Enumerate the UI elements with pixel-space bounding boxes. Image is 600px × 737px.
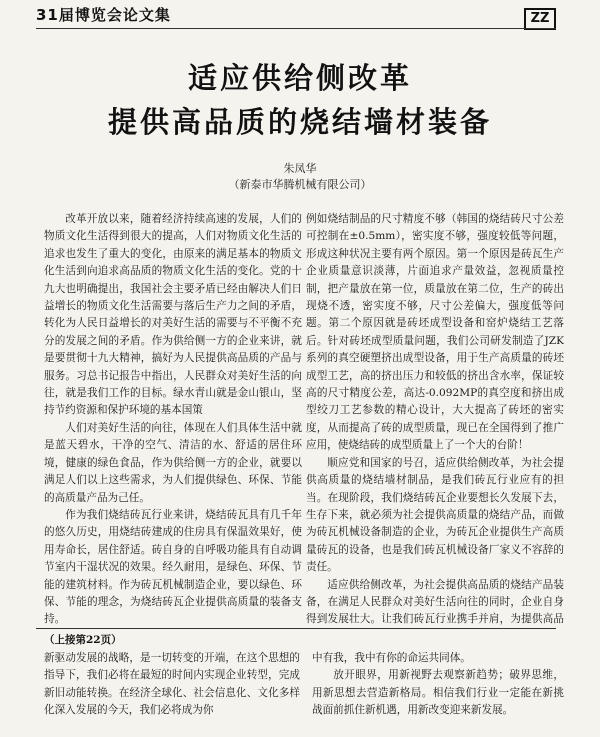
paragraph: 人们对美好生活的向往，体现在人们具体生活中就是蓝天碧水，干净的空气、清洁的水、舒适的居住环境，健康的绿色食品，作为供给侧一方的企业，就要以满足人们以上这些需求，为人们提供绿色、环保、节能的高质量产品为己任。 [44, 421, 302, 504]
paragraph: 适应供给侧改革，为社会提供高品质的烧结产品装备，在满足人民群众对美好生活向往的同时，企业自身得到发展壮大。让我们砖瓦行业携手并肩，为提供高品 [306, 578, 564, 626]
section-divider [36, 628, 556, 629]
journal-logo: ZZ [524, 8, 556, 30]
author-name: 朱凤华 [283, 162, 317, 175]
paragraph: 放开眼界，用新视野去观察新趋势；破界思维，用新思想去营造新格局。相信我们行业一定能在新挑战面前抓住新机遇，用新改变迎来新发展。 [312, 669, 564, 717]
author-affiliation: （新泰市华腾机械有限公司） [228, 178, 372, 191]
article-title-line-1: 适应供给侧改革 [187, 61, 412, 95]
paragraph: 中有我，我中有你的命运共同体。 [312, 652, 471, 664]
continued-from-label: （上接第22页） [44, 634, 122, 646]
body-column-right [306, 211, 564, 629]
header-rule [36, 28, 556, 29]
paragraph: 例如烧结制品的尺寸精度不够（韩国的烧结砖尺寸公差可控制在±0.5mm），密实度不够，强度较低等问题，形成这种状况主要有两个原因。第一个原因是砖瓦生产企业质量意识淡薄，片面追求产量效益，忽视质量控制，把产量放在第一位，质量放在第二位，生产的砖出现烧不透，密实度不够，尺寸公差偏大，强度低等问题。第二个原因就是砖坯成型设备和窑炉烧结工艺落后。针对砖坯成型质量问题，我们公司研发制造了JZK系列的真空硬塑挤出成型设备，用于生产高质量的砖坯成型工艺，高的挤出压力和较低的挤出含水率，保证较高的尺寸精度公差，高达-0.092MP的真空度和挤出成型绞刀工艺参数的精心设计，大大提高了砖坯的密实度，从而提高了砖的成型质量，现已在全国得到了推广应用，使烧结砖的成型质量上了一个大的台阶！ [306, 213, 564, 452]
running-head: 31届博览会论文集 [36, 6, 171, 24]
paragraph: 顺应党和国家的号召，适应供给侧改革，为社会提供高质量的烧结墙材制品，是我们砖瓦行业应有的担当。在现阶段，我们烧结砖瓦企业要想长久发展下去，生存下来，就必须为社会提供高质量的烧结产品，而做为砖瓦机械设备制造的企业，为砖瓦企业提供生产高质量砖瓦的设备，也是我们砖瓦机械设备厂家义不容辞的责任。 [306, 456, 564, 574]
article-title-line-2: 提供高品质的烧结墙材装备 [107, 105, 492, 139]
body-column-left [44, 211, 302, 629]
paragraph: 改革开放以来，随着经济持续高速的发展，人们的物质文化生活得到很大的提高，人们对物质文化生活的追求也发生了重大的变化，由原来的满足基本的物质文化生活到向追求高品质的物质文化生活的变化。党的十九大也明确提出，我国社会主要矛盾已经由解决人们日益增长的物质文化生活需要与落后生产力之间的矛盾，转化为人民日益增长的对美好生活的需要与不平衡不充分的发展之间的矛盾。作为供给侧一方的企业来讲，就是要贯彻十九大精神，搞好为人民提供高品质的产品与服务。习总书记报告中指出，人民群众对美好生活的向往，就是我们工作的目标。绿水青山就是金山银山，坚持节约资源和保护环境的基本国策 [44, 213, 302, 417]
continued-column-left [44, 650, 300, 737]
paragraph: 新驱动发展的战略，是一切转变的开端，在这个思想的指导下，我们必将在最短的时间内实现企业转型，完成新旧动能转换。在经济全球化、社会信息化、文化多样化深入发展的今天，我们必将成为你 [44, 652, 300, 717]
paragraph: 作为我们烧结砖瓦行业来讲，烧结砖瓦具有几千年的悠久历史，用烧结砖建成的住房具有保温效果好，使用寿命长，居住舒适。砖自身的自呼吸功能具有自动调节室内干湿状况的效果。经久耐用，是绿色、环保、节能的建筑材料。作为砖瓦机械制造企业，要以绿色、环保、节能的理念，为烧结砖瓦企业提供高质量的装备支持。 [44, 508, 302, 626]
continued-column-right [312, 650, 564, 737]
